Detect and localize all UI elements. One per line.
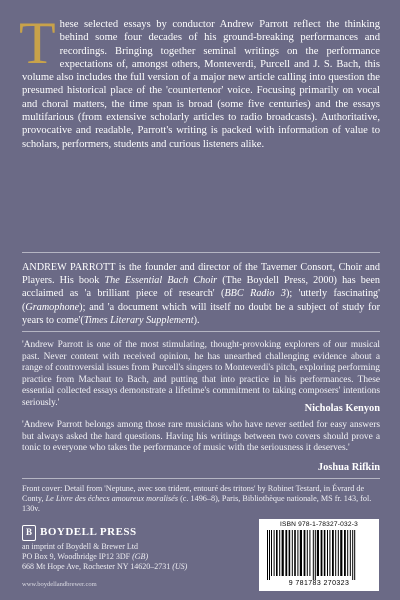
bio-text-3: ); 'utterly fascinating' (	[22, 288, 380, 313]
barcode-bar	[340, 530, 342, 576]
publisher-address-us	[22, 562, 242, 572]
quote-kenyon: 'Andrew Parrott is one of the most stimulating, thought-provoking explorers of our musical past. Never content with received opinion, he has unearthed challenging evidence about a range of controversial issues from Purcell's singers to Monteverdi's pitch, exploring performing practice from Machaut to Bach, and putting that into practice in his performances. These essential collected essays demonstrate a lifetime's commitment to taking composers' intentions seriously.'	[22, 340, 380, 408]
barcode-bar	[297, 530, 298, 576]
address-us-country: (US)	[172, 562, 188, 571]
barcode-bar	[347, 530, 348, 576]
barcode-bar	[313, 530, 314, 580]
bio-source-2: Gramophone	[25, 301, 80, 313]
barcode-bar	[279, 530, 280, 576]
barcode-bar	[274, 530, 275, 576]
bio-text-4: ); and 'a document which will itself no doubt be a subject of study for years to come'(	[22, 301, 380, 326]
credit-text-2: (c. 1496–8), Paris, Bibliothèque nationale, MS fr. 143, fol. 130v.	[22, 494, 372, 514]
barcode-bar	[354, 530, 355, 580]
publisher-imprint: an imprint of Boydell & Brewer Ltd	[22, 542, 138, 551]
address-us-line: 668 Mt Hope Ave, Rochester NY 14620–2731	[22, 562, 171, 571]
barcode-bar	[344, 530, 346, 576]
bio-text-5: ).	[193, 314, 200, 326]
barcode-bar	[294, 530, 296, 576]
address-uk-line: PO Box 9, Woodbridge IP12 3DF	[22, 552, 131, 561]
publisher-logo: B	[22, 525, 36, 541]
barcode-digits: 9 781783 270323	[288, 580, 350, 587]
barcode-bar	[324, 530, 326, 576]
barcode-bar	[321, 530, 323, 576]
barcode-bar	[271, 530, 272, 576]
book-blurb	[19, 10, 380, 151]
barcode-bar	[338, 530, 339, 576]
barcode-bar	[289, 530, 291, 576]
publisher-name: BOYDELL PRESS	[40, 526, 137, 538]
blurb-text: hese selected essays by conductor Andrew Parrott reflect the thinking behind some four decades of his ground-breaking performances and recordings. Bringing together seminal writings on the performance expectations of, amongst others, Monteverdi, Purcell and J. S. Bach, this volume also includes the full version of a major new article calling into question the presumed historical place of the 'countertenor' voice. Focusing primarily on vocal and choral matters, the time span is broad (some five centuries) and the essays multifarious (from extensive scholarly articles to radio broadcasts). Authoritative, provocative and readable, Parrott's writing is packed with information of value to scholars, performers, students and curious listeners alike.	[22, 19, 380, 150]
divider-middle	[22, 331, 380, 332]
barcode-bar	[292, 530, 293, 576]
barcode-bar	[315, 530, 316, 580]
drop-cap: T	[19, 10, 56, 76]
publisher-url: www.boydellandbrewer.com	[22, 581, 97, 588]
divider-bottom	[22, 478, 380, 479]
barcode-bar	[307, 530, 308, 576]
publisher-address	[22, 542, 242, 572]
barcode-bar	[352, 530, 353, 580]
quote-author-rifkin: Joshua Rifkin	[317, 462, 380, 473]
divider-top	[22, 252, 380, 253]
bio-source-3: Times Literary Supplement	[83, 314, 194, 326]
barcode-bar	[327, 530, 328, 576]
credit-title: Le Livre des échecs amoureux moralisés	[45, 494, 179, 504]
barcode-bar	[317, 530, 319, 576]
barcode-panel	[259, 519, 379, 591]
address-uk-country: (GB)	[132, 552, 149, 561]
barcode-bar	[276, 530, 278, 576]
barcode-bar	[285, 530, 287, 576]
barcode-bar	[269, 530, 270, 580]
barcode-bar	[304, 530, 306, 576]
isbn-label: ISBN 978-1-78327-032-3	[279, 521, 359, 528]
barcode-bar	[350, 530, 351, 576]
barcode-bar	[329, 530, 330, 576]
bio-text-2: (The Boydell Press, 2000) has been acclaimed as 'a brilliant piece of research' (	[22, 275, 381, 300]
barcode-bar	[335, 530, 336, 576]
barcode-bar	[267, 530, 268, 580]
bio-source-1: BBC Radio 3	[224, 288, 286, 300]
barcode-bar	[332, 530, 334, 576]
quote-rifkin: 'Andrew Parrott belongs among those rare musicians who have never settled for easy answers but always asked the hard questions. Having his writings between two covers should prove a tonic to everyone who takes the performance of music with the seriousness it deserves.'	[22, 420, 380, 453]
credit-text-1: Front cover: Detail from 'Neptune, avec son trident, entouré des tritons' by Robinet Testard, in Évrard de Conty,	[22, 484, 365, 504]
barcode-bar	[309, 530, 310, 576]
bio-book-title: The Essential Bach Choir	[104, 275, 218, 287]
barcode-bar	[300, 530, 302, 576]
publisher-address-uk	[22, 552, 242, 562]
bio-text-1: ANDREW PARROTT is the founder and director of the Taverner Consort, Choir and Players. His book	[22, 262, 380, 287]
barcode-image	[265, 530, 373, 580]
author-bio	[22, 261, 380, 327]
quote-author-kenyon: Nicholas Kenyon	[304, 403, 380, 414]
barcode-bar	[282, 530, 284, 576]
cover-credit	[22, 484, 382, 515]
